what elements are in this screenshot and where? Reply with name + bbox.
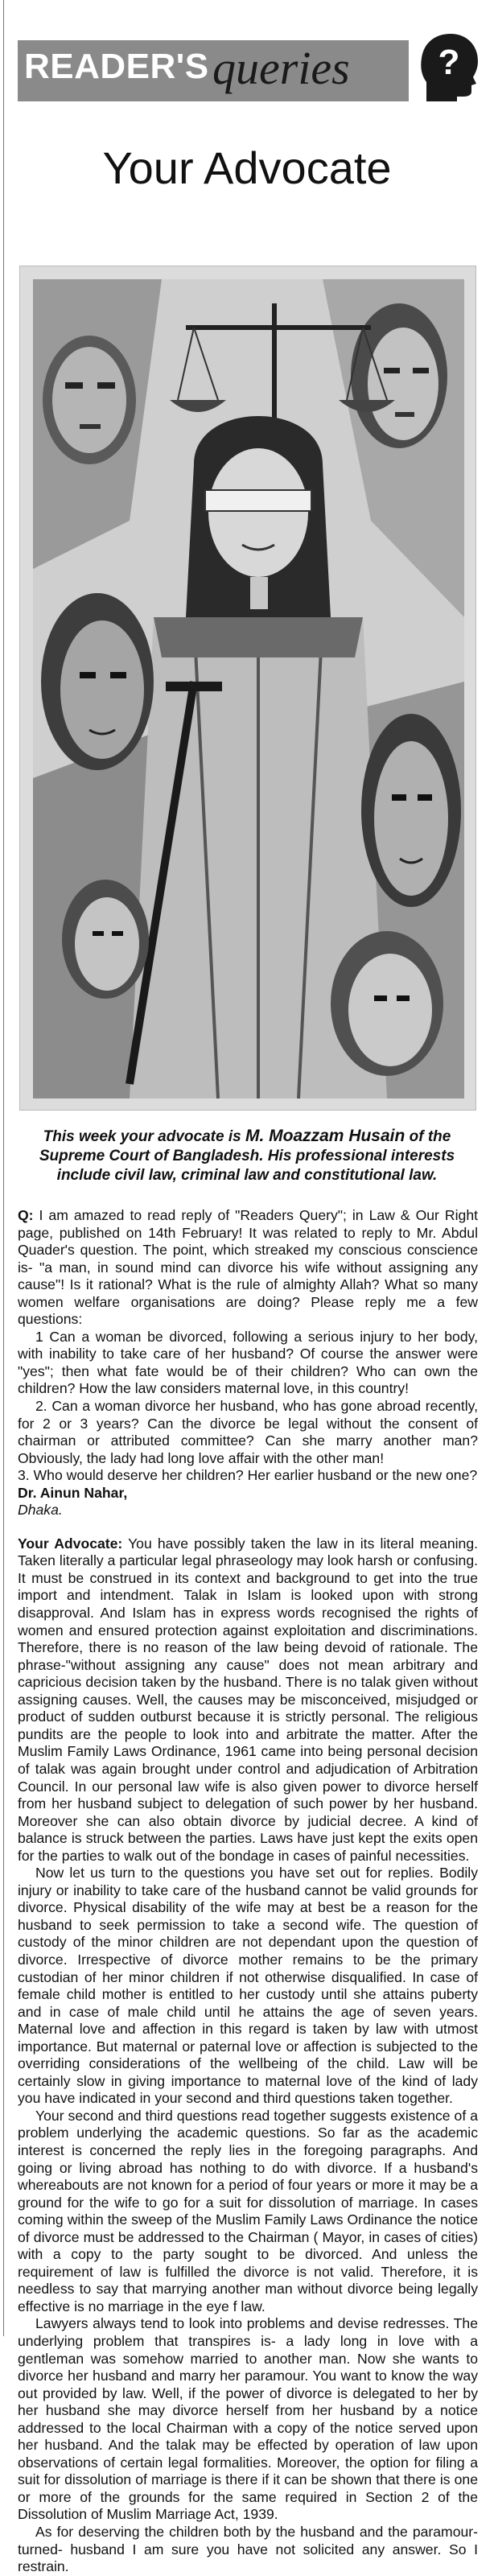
- article-body: [18, 1207, 478, 2576]
- caption-pre: This week your advocate is: [43, 1128, 245, 1145]
- answer-paragraph-1: [18, 1535, 478, 1865]
- banner-title: READER'S: [24, 47, 209, 86]
- lady-justice-illustration: [33, 279, 464, 1098]
- head-question-icon: [420, 32, 480, 101]
- answer-paragraph-5: As for deserving the children both by the husband and the paramour-turned- husband I am sure you have not solicited any answer. So I restrain.: [18, 2524, 478, 2575]
- answer-p1-text: You have possibly taken the law in its literal meaning. Taken literally a particular legal phraseology may look harsh or confusing. It must be construed in its context and background to get into the true import and intendment. Talak in Islam is looked upon with strong disapproval. And Islam has in express words recognised the rights of women and ensured protection against exploitation and discriminations. Therefore, there is no reason of the law being devoid of rationale. The phrase-"without assigning any cause" does not mean arbitrary and capricious decision taken by the husband. There is no talak given without assigning causes. Well, the causes may be misconceived, misjudged or product of sudden outburst because it is strictly personal. The religious pundits are the people to look into and arbitrate the matter. After the Muslim Family Laws Ordinance, 1961 came into being personal decision of talak was again brought under control and adjudication of Arbitration Council. In our personal law wife is also given power to divorce herself from her husband subject to delegation of such power by her husband. Moreover she can also obtain divorce by judicial decree. A kind of balance is struck between the parties. Laws have just kept the exits open for the parties to walk out of the bondage in cases of painful necessities.: [18, 1535, 478, 1864]
- advocate-name: M. Moazzam Husain: [245, 1127, 405, 1145]
- question-label: Q:: [18, 1207, 34, 1223]
- svg-text:?: ?: [438, 43, 460, 82]
- section-banner: [18, 40, 480, 101]
- advocate-caption: [32, 1127, 462, 1185]
- question-1: 1 Can a woman be divorced, following a serious injury to her body, with inability to take care of her husband? Of course the answer were "yes"; then what fate would be of their children? Who can own the children? How the law considers maternal love, in this country!: [18, 1328, 478, 1397]
- caption-post: of the Supreme Court of Bangladesh. His professional interests include civil law, criminal law and constitutional law.: [39, 1128, 455, 1184]
- question-intro: [18, 1207, 478, 1329]
- page-headline: Your Advocate: [102, 142, 392, 193]
- illustration-frame: [19, 266, 476, 1111]
- column-rule: [3, 0, 4, 2336]
- answer-paragraph-2: Now let us turn to the questions you have set out for replies. Bodily injury or inability to take care of the husband cannot be valid grounds for divorce. Physical disability of the wife may at best be a reason for the husband to seek permission to take a second wife. The question of custody of the minor children are not dependant upon the question of divorce. Irrespective of divorce mother remains to be the primary custodian of her minor children if not otherwise disqualified. In case of female child mother is entitled to her custody until she attains puberty and in case of male child until he attains the age of seven years. Maternal love and affection in this regard is taken by law with utmost importance. But maternal or paternal love or affection is subjected to the overriding considerations of the wellbeing of the child. Law will be certainly slow in giving importance to maternal love of the kind of lady you have indicated in your second and third questions taken together.: [18, 1865, 478, 2107]
- answer-label: Your Advocate:: [18, 1535, 123, 1552]
- question-intro-text: I am amazed to read reply of "Readers Query"; in Law & Our Right page, published on 14th February! It was related to reply to Mr. Abdul Quader's question. The point, which streaked my conscious conscience is- "a man, in sound mind can divorce his wife without assigning any cause"! Is it rational? What is the rule of almighty Allah? What so many women welfare organisations are doing? Please reply me a few questions:: [18, 1207, 478, 1328]
- answer-paragraph-4: Lawyers always tend to look into problems and devise redresses. The underlying problem that transpires is- a lady long in love with a gentleman was somehow married to another man. Now she wants to divorce her husband and marry her paramour. You want to know the way out provided by law. Well, if the power of divorce is delegated to her by her husband she may divorce herself from her husband by a notice addressed to the local Chairman with a copy of the notice served upon her husband. And the talak may be effected by operation of law upon observations of certain legal formalities. Moreover, the option for filing a suit for dissolution of marriage is there if it can be shown that there is one or more of the grounds for the same required in Section 2 of the Dissolution of Muslim Marriage Act, 1939.: [18, 2315, 478, 2523]
- paragraph-gap: [18, 1519, 478, 1535]
- question-2: 2. Can a woman divorce her husband, who has gone abroad recently, for 2 or 3 years? Can the divorce be legal without the consent of chairman or attributed committee? Can she marry another man? Obviously, the lady had long love affair with the other man!: [18, 1398, 478, 1466]
- question-3: 3. Who would deserve her children? Her earlier husband or the new one?: [18, 1467, 478, 1484]
- question-place: Dhaka.: [18, 1502, 63, 1519]
- question-author: Dr. Ainun Nahar,: [18, 1484, 128, 1501]
- banner-subtitle: queries: [212, 42, 350, 94]
- answer-paragraph-3: Your second and third questions read together suggests existence of a problem underlying the academic questions. So far as the academic interest is concerned the reply lies in the foregoing paragraphs. And going or living abroad has nothing to do with divorce. If a husband's whereabouts are not known for a period of four years or more it may be a ground for the wife to go for a suit for dissolution of marriage. In cases coming within the sweep of the Muslim Family Laws Ordinance the notice of divorce must be addressed to the Chairman ( Mayor, in cases of cities) with a copy to the party sought to be divorced. And unless the requirement of law is fulfilled the divorce is not valid. Therefore, it is needless to say that marrying another man without divorce being legally effective is no marriage in the eye f law.: [18, 2107, 478, 2314]
